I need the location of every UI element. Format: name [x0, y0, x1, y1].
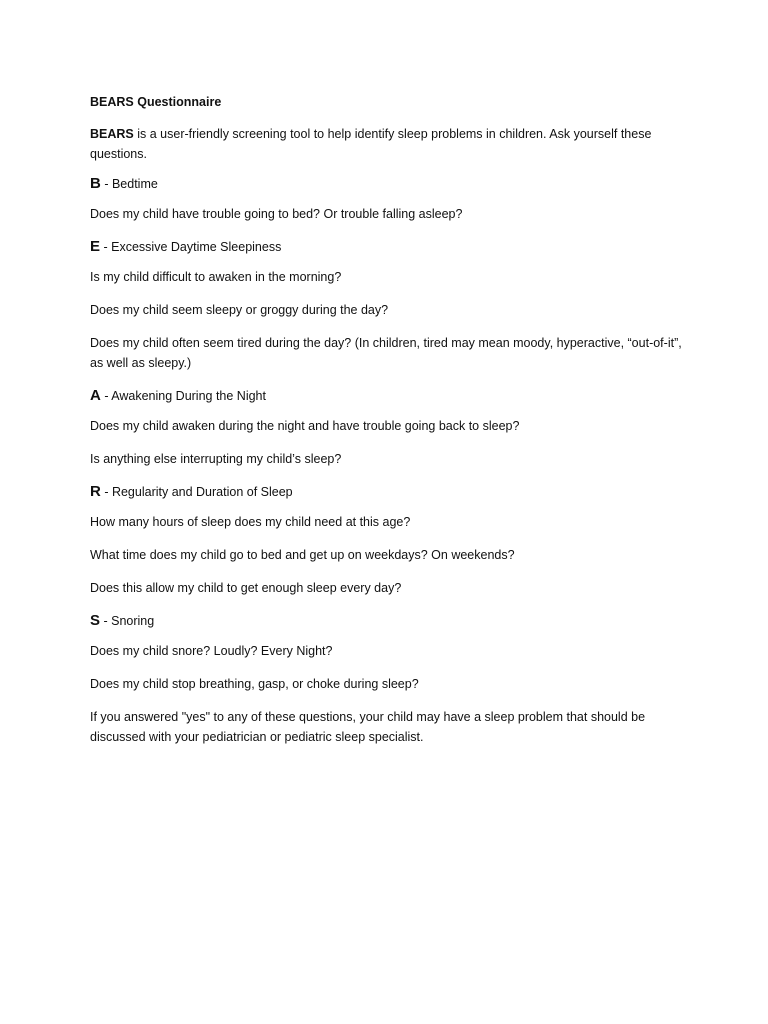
document-title: BEARS Questionnaire: [90, 95, 222, 109]
section-letter: S: [90, 612, 101, 629]
question: Does my child awaken during the night and have trouble going back to sleep?: [90, 419, 520, 433]
section-label: - Regularity and Duration of Sleep: [100, 485, 293, 499]
question: Does my child seem sleepy or groggy during the day?: [90, 303, 389, 317]
question: Does my child stop breathing, gasp, or choke during sleep?: [90, 677, 419, 691]
section-heading-excessive-daytime-sleepiness: [90, 237, 682, 257]
question: Is my child difficult to awaken in the morning?: [90, 270, 342, 284]
question: What time does my child go to bed and get up on weekdays? On weekends?: [90, 548, 515, 562]
section-label: - Awakening During the Night: [100, 389, 266, 403]
question: Does my child have trouble going to bed? Or trouble falling asleep?: [90, 207, 463, 221]
section-heading-awakening: [90, 386, 682, 406]
section-letter: E: [90, 238, 101, 255]
section-heading-snoring: [90, 611, 682, 631]
question: Does my child snore? Loudly? Every Night?: [90, 644, 333, 658]
question: Is anything else interrupting my child’s sleep?: [90, 452, 342, 466]
intro-paragraph: [90, 124, 682, 164]
section-heading-regularity: [90, 482, 682, 502]
intro-bold-term: BEARS: [90, 127, 134, 141]
section-letter: A: [90, 387, 101, 404]
section-letter: R: [90, 483, 101, 500]
question: Does this allow my child to get enough sleep every day?: [90, 581, 402, 595]
section-label: - Bedtime: [100, 177, 158, 191]
intro-text: is a user-friendly screening tool to help identify sleep problems in children. Ask yourself these questions.: [90, 127, 652, 161]
closing-paragraph: If you answered "yes" to any of these questions, your child may have a sleep problem that should be discussed with your pediatrician or pediatric sleep specialist.: [90, 710, 646, 744]
section-label: - Snoring: [100, 614, 155, 628]
section-letter: B: [90, 175, 101, 192]
document-page: [90, 92, 682, 747]
question: How many hours of sleep does my child need at this age?: [90, 515, 411, 529]
section-heading-bedtime: [90, 174, 682, 194]
section-label: - Excessive Daytime Sleepiness: [100, 240, 282, 254]
question: Does my child often seem tired during the day? (In children, tired may mean moody, hyperactive, “out-of-it”, as well as sleepy.): [90, 336, 682, 370]
